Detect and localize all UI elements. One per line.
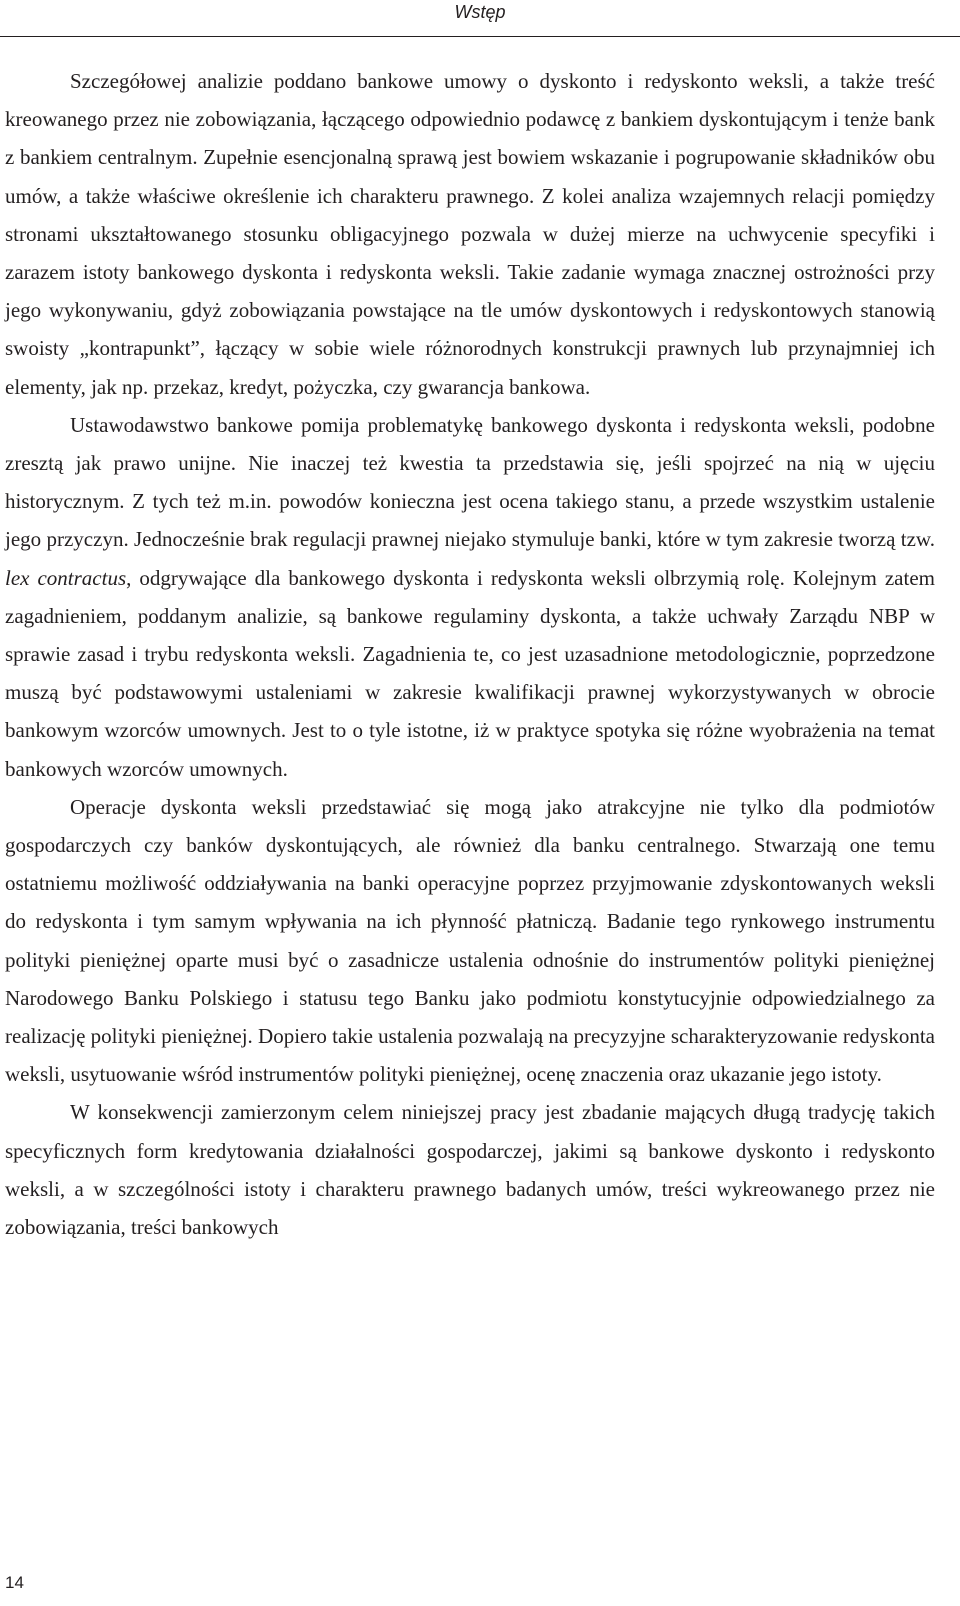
paragraph-2 [5, 406, 935, 788]
page-number: 14 [5, 1573, 24, 1592]
paragraph-2-text-end: , odgrywające dla bankowego dyskonta i redyskonta weksli olbrzymią rolę. Kolejnym zatem zagadnieniem, poddanym analizie, są bankowe regulaminy dyskonta, a także uchwały Zarządu NBP w sprawie zasad i trybu redyskonta weksli. Zagadnienia te, co jest uzasadnione metodologicznie, poprzedzone muszą być podstawowymi ustaleniami w zakresie kwalifikacji prawnej wykorzystywanych w obrocie bankowym wzorców umownych. Jest to o tyle istotne, iż w praktyce spotyka się różne wyobrażenia na temat bankowych wzorców umownych. [5, 565, 935, 781]
paragraph-2-text-start: Ustawodawstwo bankowe pomija problematykę bankowego dyskonta i redyskonta weksli, podobne zresztą jak prawo unijne. Nie inaczej też kwestia ta przedstawia się, jeśli spojrzeć na nią w ujęciu historycznym. Z tych też m.in. powodów konieczna jest ocena takiego stanu, a przede wszystkim ustalenie jego przyczyn. Jednocześnie brak regulacji prawnej niejako stymuluje banki, które w tym zakresie tworzą tzw. [5, 412, 935, 552]
paragraph-1: Szczegółowej analizie poddano bankowe umowy o dyskonto i redyskonto weksli, a także treść kreowanego przez nie zobowiązania, łączącego odpowiednio podawcę z bankiem dyskontującym i tenże bank z bankiem centralnym. Zupełnie esencjonalną sprawą jest bowiem wskazanie i pogrupowanie składników obu umów, a także właściwe określenie ich charakteru prawnego. Z kolei analiza wzajemnych relacji pomiędzy stronami ukształtowanego stosunku obligacyjnego pozwala w dużej mierze na uchwycenie specyfiki i zarazem istoty bankowego dyskonta i redyskonta weksli. Takie zadanie wymaga znacznej ostrożności przy jego wykonywaniu, gdyż zobowiązania powstające na tle umów dyskontowych i redyskontowych stanowią swoisty „kontrapunkt”, łączący w sobie wiele różnorodnych konstrukcji prawnych lub przynajmniej ich elementy, jak np. przekaz, kredyt, pożyczka, czy gwarancja bankowa. [5, 69, 935, 399]
chapter-title: Wstęp [454, 2, 506, 22]
lex-contractus-term: lex contractus [5, 565, 127, 590]
page-body [5, 62, 935, 1246]
running-header [0, 0, 960, 37]
paragraph-3: Operacje dyskonta weksli przedstawiać się mogą jako atrakcyjne nie tylko dla podmiotów gospodarczych czy banków dyskontujących, ale również dla banku centralnego. Stwarzają one temu ostatniemu możliwość oddziaływania na banki operacyjne poprzez przyjmowanie zdyskontowanych weksli do redyskonta i tym samym wpływania na ich płynność płatniczą. Badanie tego rynkowego instrumentu polityki pieniężnej oparte musi być o zasadnicze ustalenia odnośnie do instrumentów polityki pieniężnej Narodowego Banku Polskiego i statusu tego Banku jako podmiotu konstytucyjnie odpowiedzialnego za realizację polityki pieniężnej. Dopiero takie ustalenia pozwalają na precyzyjne scharakteryzowanie redyskonta weksli, usytuowanie wśród instrumentów polityki pieniężnej, ocenę znaczenia oraz ukazanie jego istoty. [5, 794, 935, 1087]
paragraph-4: W konsekwencji zamierzonym celem niniejszej pracy jest zbadanie mających długą tradycję takich specyficznych form kredytowania działalności gospodarczej, jakimi są bankowe dyskonto i redyskonto weksli, a w szczególności istoty i charakteru prawnego badanych umów, treści wykreowanego przez nie zobowiązania, treści bankowych [5, 1100, 935, 1240]
